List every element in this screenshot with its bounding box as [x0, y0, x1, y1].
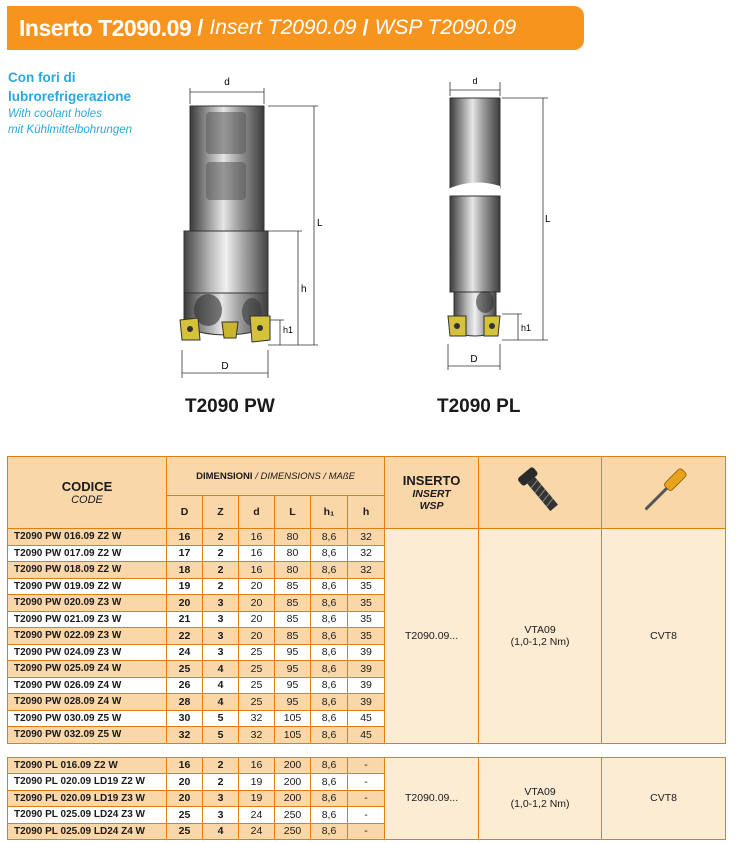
- cell-Z: 3: [203, 807, 239, 824]
- dimensioni-sep-1: /: [252, 470, 261, 482]
- cell-h1: 8,6: [311, 677, 348, 694]
- title-italian: Inserto T2090.09: [19, 14, 192, 41]
- cell-code: T2090 PW 020.09 Z3 W: [8, 595, 167, 612]
- cell-Z: 3: [203, 595, 239, 612]
- cell-D: 16: [167, 529, 203, 546]
- cell-h1: 8,6: [311, 595, 348, 612]
- cell-L: 85: [275, 578, 311, 595]
- cell-code: T2090 PW 022.09 Z3 W: [8, 628, 167, 645]
- spec-table: [7, 456, 726, 840]
- cell-L: 80: [275, 545, 311, 562]
- cell-h1: 8,6: [311, 727, 348, 744]
- cell-h: -: [348, 774, 385, 791]
- cell-h: 45: [348, 727, 385, 744]
- cell-code: T2090 PW 016.09 Z2 W: [8, 529, 167, 546]
- cell-h: 32: [348, 545, 385, 562]
- pw-screw-cell: [479, 529, 602, 744]
- cell-D: 20: [167, 790, 203, 807]
- col-inserto-header: [385, 457, 479, 529]
- cell-h1: 8,6: [311, 823, 348, 840]
- cell-Z: 2: [203, 757, 239, 774]
- cell-Z: 5: [203, 727, 239, 744]
- tool-label-pw: T2090 PW: [185, 396, 275, 417]
- screwdriver-icon: [634, 461, 694, 521]
- cell-d: 32: [239, 727, 275, 744]
- cell-L: 200: [275, 757, 311, 774]
- cell-d: 20: [239, 628, 275, 645]
- cell-D: 19: [167, 578, 203, 595]
- cell-d: 16: [239, 562, 275, 579]
- col-d: d: [239, 496, 275, 529]
- cell-d: 20: [239, 595, 275, 612]
- cell-h1: 8,6: [311, 562, 348, 579]
- cell-Z: 4: [203, 661, 239, 678]
- cell-D: 32: [167, 727, 203, 744]
- cell-h: 45: [348, 710, 385, 727]
- cell-code: T2090 PW 030.09 Z5 W: [8, 710, 167, 727]
- cell-L: 85: [275, 628, 311, 645]
- cell-h1: 8,6: [311, 644, 348, 661]
- cell-L: 95: [275, 694, 311, 711]
- cell-D: 28: [167, 694, 203, 711]
- pl-key-cell: CVT8: [602, 757, 726, 840]
- cell-d: 19: [239, 774, 275, 791]
- cell-d: 25: [239, 644, 275, 661]
- wsp-label: WSP: [419, 500, 444, 512]
- title-separator: /: [197, 15, 204, 40]
- pl-screw-code: VTA09: [524, 786, 556, 799]
- table-gap: [8, 743, 726, 757]
- cell-h: 39: [348, 661, 385, 678]
- page-title-bar: [7, 6, 584, 50]
- cell-L: 95: [275, 677, 311, 694]
- cell-h1: 8,6: [311, 529, 348, 546]
- dimensions-label: DIMENSIONS: [260, 470, 321, 482]
- cell-h1: 8,6: [311, 710, 348, 727]
- cell-h1: 8,6: [311, 807, 348, 824]
- cell-code: T2090 PL 025.09 LD24 Z3 W: [8, 807, 167, 824]
- cell-L: 200: [275, 774, 311, 791]
- cell-h: -: [348, 823, 385, 840]
- cell-code: T2090 PW 032.09 Z5 W: [8, 727, 167, 744]
- dim-L-label-pl: L: [545, 214, 551, 225]
- cell-Z: 4: [203, 823, 239, 840]
- cell-Z: 4: [203, 677, 239, 694]
- cell-code: T2090 PW 026.09 Z4 W: [8, 677, 167, 694]
- cell-h: 35: [348, 628, 385, 645]
- screw-icon: [510, 461, 570, 521]
- cell-L: 250: [275, 807, 311, 824]
- cell-code: T2090 PL 025.09 LD24 Z4 W: [8, 823, 167, 840]
- cell-d: 25: [239, 677, 275, 694]
- cell-h1: 8,6: [311, 545, 348, 562]
- cell-h: 32: [348, 562, 385, 579]
- cell-L: 80: [275, 562, 311, 579]
- cell-Z: 3: [203, 611, 239, 628]
- cell-D: 20: [167, 774, 203, 791]
- cell-d: 24: [239, 823, 275, 840]
- pw-screw-code: VTA09: [524, 623, 556, 636]
- cell-L: 95: [275, 661, 311, 678]
- cell-code: T2090 PW 018.09 Z2 W: [8, 562, 167, 579]
- cell-code: T2090 PL 016.09 Z2 W: [8, 757, 167, 774]
- cell-L: 85: [275, 611, 311, 628]
- cell-L: 105: [275, 710, 311, 727]
- cell-L: 95: [275, 644, 311, 661]
- table-row: [8, 529, 726, 546]
- cell-d: 25: [239, 694, 275, 711]
- cell-code: T2090 PW 025.09 Z4 W: [8, 661, 167, 678]
- cell-code: T2090 PW 017.09 Z2 W: [8, 545, 167, 562]
- pw-screw-torque: (1,0-1,2 Nm): [510, 635, 570, 648]
- pw-key-cell: CVT8: [602, 529, 726, 744]
- coolant-en: With coolant holes: [8, 108, 102, 120]
- col-key-header: [602, 457, 726, 529]
- cell-h1: 8,6: [311, 611, 348, 628]
- tool-label-pl: T2090 PL: [437, 396, 521, 417]
- cell-h: 32: [348, 529, 385, 546]
- code-label: CODE: [71, 494, 103, 506]
- cell-Z: 2: [203, 774, 239, 791]
- cell-d: 16: [239, 757, 275, 774]
- coolant-it-line1: Con fori di: [8, 70, 76, 85]
- title-english: Insert T2090.09: [209, 16, 357, 39]
- cell-d: 19: [239, 790, 275, 807]
- cell-D: 17: [167, 545, 203, 562]
- dimensioni-label: DIMENSIONI: [196, 470, 253, 482]
- cell-h: 39: [348, 644, 385, 661]
- cell-h: -: [348, 807, 385, 824]
- coolant-de: mit Kühlmittelbohrungen: [8, 124, 133, 136]
- pl-screw-torque: (1,0-1,2 Nm): [510, 798, 570, 811]
- dim-d-label: d: [224, 77, 230, 88]
- cell-L: 85: [275, 595, 311, 612]
- tool-drawing-pl: [440, 70, 570, 375]
- cell-h1: 8,6: [311, 628, 348, 645]
- col-screw-header: [479, 457, 602, 529]
- cell-d: 20: [239, 578, 275, 595]
- cell-h: -: [348, 790, 385, 807]
- pw-table-body: [8, 529, 726, 744]
- cell-code: T2090 PW 024.09 Z3 W: [8, 644, 167, 661]
- dim-h-label: h: [301, 284, 307, 295]
- dim-D-label: D: [221, 361, 229, 372]
- col-h1: h₁: [311, 496, 348, 529]
- cell-D: 21: [167, 611, 203, 628]
- col-Z: Z: [203, 496, 239, 529]
- cell-D: 25: [167, 661, 203, 678]
- dim-h1-label: h1: [283, 325, 294, 335]
- cell-d: 16: [239, 545, 275, 562]
- dimensioni-sep-2: /: [320, 470, 329, 482]
- col-D: D: [167, 496, 203, 529]
- cell-h: -: [348, 757, 385, 774]
- cell-code: T2090 PL 020.09 LD19 Z2 W: [8, 774, 167, 791]
- cell-D: 25: [167, 807, 203, 824]
- dimensions-header: [167, 457, 385, 496]
- pl-screw-cell: [479, 757, 602, 840]
- cell-Z: 2: [203, 529, 239, 546]
- col-codice-header: [8, 457, 167, 529]
- cell-L: 250: [275, 823, 311, 840]
- dim-L-label: L: [317, 218, 323, 229]
- cell-h1: 8,6: [311, 661, 348, 678]
- dim-D-label-pl2: D: [470, 354, 478, 365]
- cell-D: 26: [167, 677, 203, 694]
- cell-d: 25: [239, 661, 275, 678]
- cell-D: 22: [167, 628, 203, 645]
- cell-D: 25: [167, 823, 203, 840]
- cell-Z: 2: [203, 545, 239, 562]
- cell-L: 105: [275, 727, 311, 744]
- title-german: WSP T2090.09: [374, 16, 517, 39]
- cell-D: 20: [167, 595, 203, 612]
- dim-d-label-pl: d: [472, 76, 478, 86]
- col-L: L: [275, 496, 311, 529]
- inserto-label: INSERTO: [402, 473, 461, 488]
- cell-h: 39: [348, 677, 385, 694]
- tool-drawing-pw: [170, 70, 340, 385]
- cell-Z: 4: [203, 694, 239, 711]
- cell-D: 30: [167, 710, 203, 727]
- cell-h1: 8,6: [311, 790, 348, 807]
- cell-Z: 5: [203, 710, 239, 727]
- table-row: [8, 757, 726, 774]
- cell-d: 20: [239, 611, 275, 628]
- cell-Z: 2: [203, 562, 239, 579]
- cell-code: T2090 PL 020.09 LD19 Z3 W: [8, 790, 167, 807]
- cell-h1: 8,6: [311, 578, 348, 595]
- cell-h: 35: [348, 611, 385, 628]
- cell-h: 35: [348, 595, 385, 612]
- cell-L: 80: [275, 529, 311, 546]
- cell-h1: 8,6: [311, 694, 348, 711]
- cell-code: T2090 PW 019.09 Z2 W: [8, 578, 167, 595]
- coolant-note: [8, 68, 173, 138]
- cell-Z: 2: [203, 578, 239, 595]
- cell-d: 16: [239, 529, 275, 546]
- pw-insert-cell: T2090.09...: [385, 529, 479, 744]
- cell-h1: 8,6: [311, 757, 348, 774]
- cell-h: 39: [348, 694, 385, 711]
- cell-code: T2090 PW 028.09 Z4 W: [8, 694, 167, 711]
- dim-h1-label-pl: h1: [521, 323, 532, 333]
- pl-insert-cell: T2090.09...: [385, 757, 479, 840]
- codice-label: CODICE: [61, 479, 113, 494]
- pl-table-body: [8, 757, 726, 840]
- cell-Z: 3: [203, 628, 239, 645]
- cell-d: 24: [239, 807, 275, 824]
- cell-Z: 3: [203, 644, 239, 661]
- cell-D: 24: [167, 644, 203, 661]
- title-separator-2: /: [362, 15, 369, 40]
- col-h: h: [348, 496, 385, 529]
- cell-Z: 3: [203, 790, 239, 807]
- cell-D: 16: [167, 757, 203, 774]
- cell-h: 35: [348, 578, 385, 595]
- coolant-it-line2: lubrorefrigerazione: [8, 89, 132, 104]
- cell-code: T2090 PW 021.09 Z3 W: [8, 611, 167, 628]
- cell-L: 200: [275, 790, 311, 807]
- cell-d: 32: [239, 710, 275, 727]
- masse-label: MAßE: [328, 470, 355, 482]
- cell-D: 18: [167, 562, 203, 579]
- insert-label: INSERT: [412, 488, 451, 500]
- cell-h1: 8,6: [311, 774, 348, 791]
